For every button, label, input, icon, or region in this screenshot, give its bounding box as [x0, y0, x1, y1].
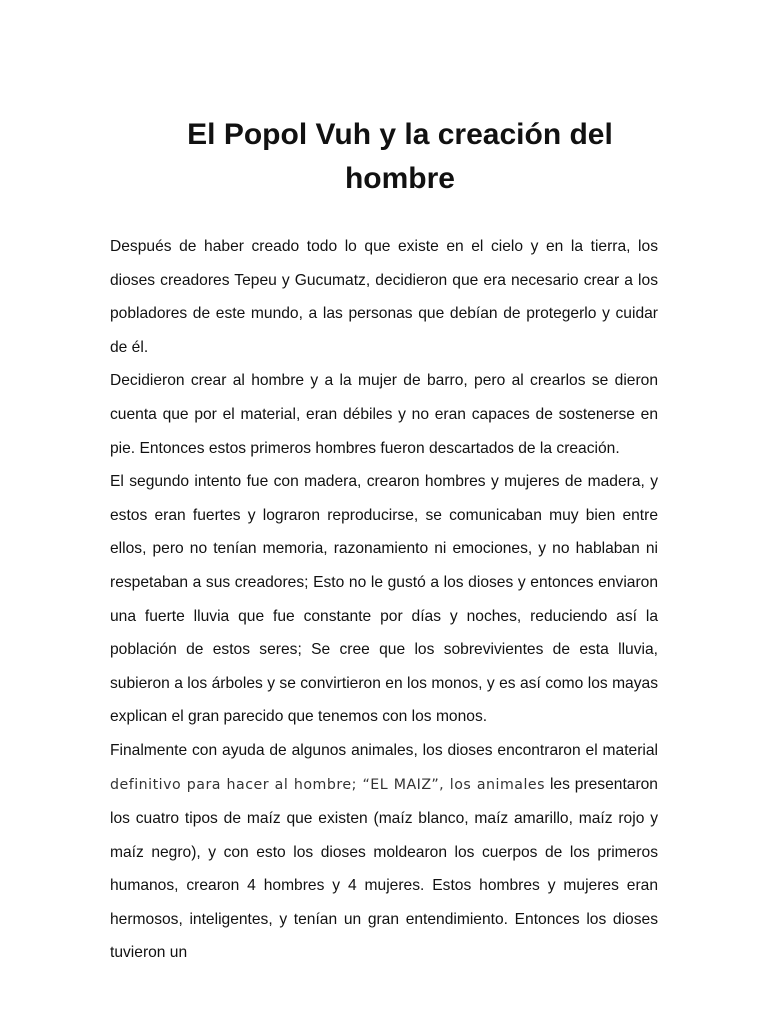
paragraph-wood-attempt: El segundo intento fue con madera, crearon hombres y mujeres de madera, y estos eran fuertes y lograron reproducirse, se comunicaban muy bien entre ellos, pero no tenían memoria, razonamiento ni emociones, y no hablaban ni respetaban a sus creadores; Esto no le gustó a los dioses y entonces enviaron una fuerte lluvia que fue constante por días y noches, reduciendo así la población de estos seres; Se cree que los sobrevivientes de esta lluvia, subieron a los árboles y se convirtieron en los monos, y es así como los mayas explican el gran parecido que tenemos con los monos. [110, 473, 658, 726]
paragraph-maize-part1: Finalmente con ayuda de algunos animales, los dioses encontraron el material [110, 741, 658, 759]
paragraph-creation-intro: Después de haber creado todo lo que existe en el cielo y en la tierra, los dioses creadores Tepeu y Gucumatz, decidieron que era necesario crear a los pobladores de este mundo, a las personas que debían de protegerlo y cuidar de él. [110, 238, 658, 356]
paragraph-clay-attempt: Decidieron crear al hombre y a la mujer de barro, pero al crearlos se dieron cuenta que por el material, eran débiles y no eran capaces de sostenerse en pie. Entonces estos primeros hombres fueron descartados de la creación. [110, 372, 658, 457]
document-title: El Popol Vuh y la creación del hombre [187, 118, 613, 195]
paragraph-maize-part2: definitivo para hacer al hombre; “EL MAIZ”, los animales [110, 776, 546, 793]
paragraph-maize-part3: les presentaron los cuatro tipos de maíz que existen (maíz blanco, maíz amarillo, maíz rojo y maíz negro), y con esto los dioses moldearon los cuerpos de los primeros humanos, crearon 4 hombres y 4 mujeres. Estos hombres y mujeres eran hermosos, inteligentes, y tenían un gran entendimiento. Entonces los dioses tuvieron un [110, 775, 658, 962]
document-body [110, 230, 658, 970]
paragraph-maize-creation [110, 734, 658, 970]
